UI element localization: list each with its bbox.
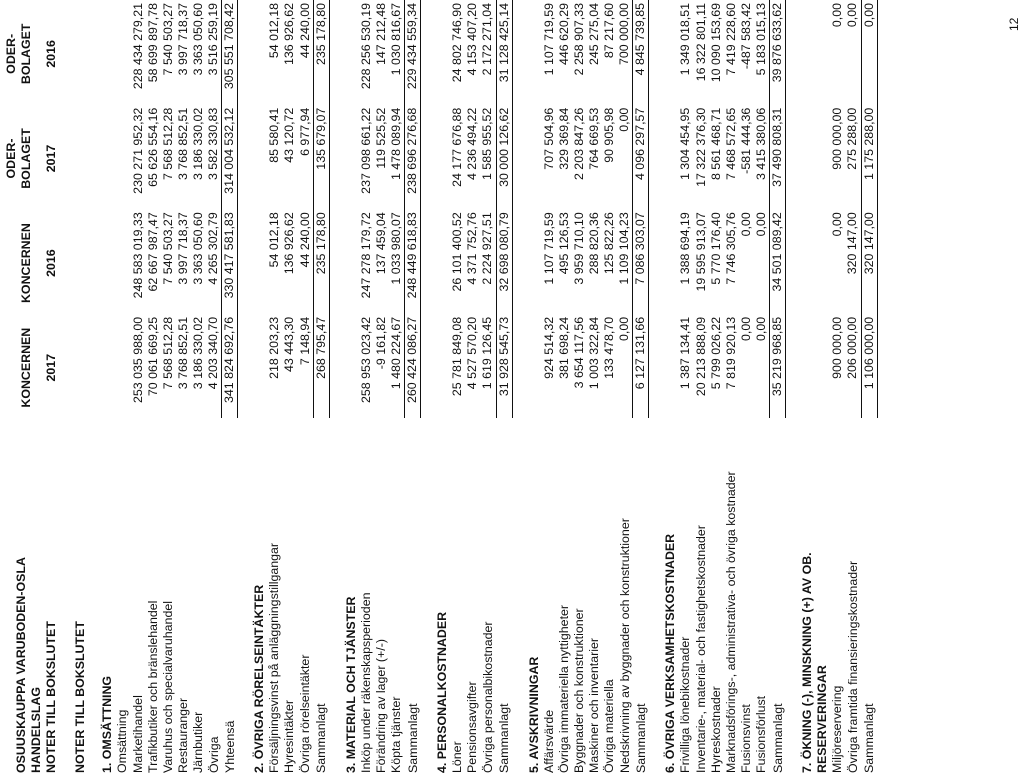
row-value: 0,00 xyxy=(830,3,845,28)
spacer xyxy=(512,0,527,773)
row-label: Fusionsvinst xyxy=(738,704,753,773)
spacer xyxy=(59,0,73,773)
row-value: 4 265 302,79 xyxy=(206,209,222,314)
row-value: 3 516 259,19 xyxy=(206,0,222,105)
row-value: 0,00 xyxy=(617,105,633,210)
row-value: 3 959 710,10 xyxy=(571,212,586,285)
row-label: Sammanlagt xyxy=(314,703,329,773)
row-value xyxy=(115,209,130,314)
row-value: 245 275,04 xyxy=(587,3,601,66)
row-value: 43 120,72 xyxy=(282,107,297,163)
row-value: 24 177 676,88 xyxy=(450,107,465,187)
row-value: 4 203 340,70 xyxy=(206,314,222,419)
row-value: 320 147,00 xyxy=(845,209,861,314)
row-value: 1 107 719,59 xyxy=(541,3,556,76)
note-title-row xyxy=(663,0,678,773)
row-value: 10 090 153,69 xyxy=(708,3,723,83)
row-value: 4 096 297,57 xyxy=(633,105,649,210)
spacer-row xyxy=(88,0,100,773)
row-value: 19 595 913,07 xyxy=(693,212,708,292)
row-value: 34 501 089,42 xyxy=(770,209,786,314)
table-row xyxy=(694,0,709,773)
row-value: 320 147,00 xyxy=(861,209,877,314)
row-value: 0,00 xyxy=(738,212,753,237)
table-row xyxy=(161,0,176,773)
table-row xyxy=(191,0,206,773)
table-row xyxy=(678,0,693,773)
row-value: 206 000,00 xyxy=(845,314,861,419)
table-row xyxy=(602,0,617,773)
table-row xyxy=(709,0,724,773)
row-value: -487 583,42 xyxy=(738,3,753,70)
row-value: 7 419 228,60 xyxy=(723,3,738,76)
row-value: 20 213 888,09 xyxy=(693,316,708,397)
row-value: 3 186 330,02 xyxy=(190,316,205,390)
row-label: Restauranger xyxy=(175,697,190,773)
row-value: 495 126,53 xyxy=(556,212,571,275)
row-value: 119 525,52 xyxy=(373,107,388,169)
table-row xyxy=(557,0,572,773)
spacer-row xyxy=(512,0,527,773)
spacer-row xyxy=(59,0,73,773)
note-title: 6. ÖVRIGA VERKSAMHETSKOSTNADER xyxy=(663,533,678,773)
column-year: 2017 xyxy=(44,353,59,382)
row-value: 7 086 303,07 xyxy=(633,209,649,314)
row-value: 31 928 545,73 xyxy=(496,314,512,419)
table-row xyxy=(146,0,161,773)
column-label: ODER- BOLAGET xyxy=(4,23,34,85)
table-row xyxy=(206,0,222,773)
row-value: 1 107 719,59 xyxy=(541,212,556,285)
column-label: KONCERNEN xyxy=(19,327,34,408)
row-value: 1 175 288,00 xyxy=(861,105,877,210)
row-value: 8 561 468,71 xyxy=(708,107,723,181)
table-row xyxy=(724,0,739,773)
row-value: 37 490 808,31 xyxy=(770,105,786,210)
row-value: -9 161,82 xyxy=(373,316,388,370)
row-value: 44 240,00 xyxy=(298,209,314,314)
row-value: 35 219 968,85 xyxy=(770,314,786,419)
note-title-row xyxy=(344,0,359,773)
row-value: 39 876 633,62 xyxy=(770,0,786,105)
table-row xyxy=(480,0,496,773)
row-value: 58 699 897,78 xyxy=(145,3,160,83)
column-header-1 xyxy=(4,314,59,419)
row-value: 87 217,60 xyxy=(602,3,617,59)
column-year: 2016 xyxy=(44,249,59,277)
row-value: 764 669,53 xyxy=(587,107,601,170)
row-label: Fusionsförlust xyxy=(754,695,769,773)
row-value: 3 997 718,37 xyxy=(175,3,190,76)
column-header-3 xyxy=(4,105,59,210)
row-value: 4 845 739,85 xyxy=(633,0,649,105)
column-label: KONCERNEN xyxy=(19,223,34,304)
table-row xyxy=(176,0,191,773)
row-value: 0,00 xyxy=(830,212,845,237)
column-label: ODER- BOLAGET xyxy=(4,128,34,189)
spacer xyxy=(649,0,664,773)
spacer-row xyxy=(329,0,344,773)
row-label: Affärsvärde xyxy=(541,709,556,773)
row-value: 3 363 050,60 xyxy=(190,212,205,285)
spacer-row xyxy=(786,0,801,773)
row-value xyxy=(115,0,130,105)
row-value: -581 444,36 xyxy=(738,107,753,174)
notes-table xyxy=(4,0,878,773)
spacer xyxy=(88,0,100,773)
row-label: Varuhus och specialvaruhandel xyxy=(160,601,175,773)
row-value: 0,00 xyxy=(861,0,877,105)
row-value: 7 746 305,76 xyxy=(723,212,738,285)
row-value: 248 583 019,33 xyxy=(130,212,145,299)
row-value: 275 288,00 xyxy=(845,105,861,210)
row-value: 2 224 927,51 xyxy=(480,209,496,314)
note-title: 7. ÖKNING (-), MINSKNING (+) AV OB. xyxy=(800,552,815,773)
row-value: 1 478 089,94 xyxy=(389,105,405,210)
row-value: 7 568 512,28 xyxy=(160,316,175,390)
row-value: 1 003 322,84 xyxy=(587,316,601,390)
row-label: Löner xyxy=(450,741,465,773)
row-value: 135 679,07 xyxy=(313,105,329,210)
row-value: 1 109 104,23 xyxy=(617,209,633,314)
table-row xyxy=(496,0,512,773)
table-row xyxy=(389,0,405,773)
row-value: 7 468 572,65 xyxy=(723,107,738,181)
row-value: 31 128 425,14 xyxy=(496,0,512,105)
row-value: 1 387 134,41 xyxy=(678,316,693,390)
row-value: 7 819 920,13 xyxy=(723,316,738,390)
row-value: 7 540 503,27 xyxy=(160,3,175,76)
note-title-row xyxy=(435,0,450,773)
row-label: Marketihandel xyxy=(130,695,145,773)
row-value: 17 322 376,30 xyxy=(693,107,708,187)
row-value: 260 424 086,27 xyxy=(405,314,421,419)
row-value: 4 527 570,20 xyxy=(465,316,480,390)
row-value: 707 504,96 xyxy=(541,107,556,170)
row-value: 248 449 618,83 xyxy=(405,209,421,314)
spacer xyxy=(329,0,344,773)
row-value: 381 698,24 xyxy=(556,316,571,379)
row-value xyxy=(115,105,130,210)
row-value: 3 768 852,51 xyxy=(175,107,190,181)
row-value: 238 696 276,68 xyxy=(405,105,421,210)
table-row xyxy=(222,0,238,773)
row-value: 341 824 692,76 xyxy=(222,314,238,419)
note-title: 2. ÖVRIGA RÖRELSEINTÄKTER xyxy=(252,584,267,773)
column-header-4 xyxy=(4,0,59,105)
row-value: 924 514,32 xyxy=(541,316,556,379)
row-value: 25 781 849,08 xyxy=(450,316,465,397)
row-value: 7 540 503,27 xyxy=(160,212,175,285)
table-row xyxy=(633,0,649,773)
row-value: 32 698 080,79 xyxy=(496,209,512,314)
row-value: 7 568 512,28 xyxy=(160,107,175,181)
row-label: Frivilliga lönebikostnader xyxy=(678,636,693,773)
row-value: 3 415 380,06 xyxy=(754,105,770,210)
row-value: 314 004 532,12 xyxy=(222,105,238,210)
table-row xyxy=(359,0,374,773)
page-number: 12 xyxy=(1007,17,1021,31)
company-name-line2: HANDELSLAG xyxy=(29,686,44,773)
row-value: 4 371 752,76 xyxy=(465,212,480,285)
row-value: 3 363 050,60 xyxy=(190,3,205,76)
row-label: Köpta tjänster xyxy=(389,696,404,773)
table-row xyxy=(845,0,861,773)
row-value: 900 000,00 xyxy=(830,107,845,170)
row-value: 4 153 407,20 xyxy=(465,3,480,76)
row-value: 30 000 126,62 xyxy=(496,105,512,210)
row-value: 235 178,80 xyxy=(313,209,329,314)
row-value: 237 098 661,22 xyxy=(358,107,373,194)
header-row xyxy=(4,0,59,773)
row-label: Nedskrivning av byggnader och konstruktioner xyxy=(617,518,632,773)
row-value: 7 148,94 xyxy=(298,314,314,419)
table-row xyxy=(267,0,282,773)
row-value: 133 478,70 xyxy=(602,316,617,379)
row-value: 900 000,00 xyxy=(830,316,845,379)
table-row xyxy=(282,0,297,773)
row-value: 4 236 494,22 xyxy=(465,107,480,181)
section-title: NOTER TILL BOKSLUTET xyxy=(73,621,88,773)
spacer xyxy=(421,0,436,773)
row-label: Järnbutiker xyxy=(190,711,205,773)
row-value: 253 035 988,00 xyxy=(130,316,145,404)
header-title xyxy=(4,419,59,773)
row-value: 85 580,41 xyxy=(267,107,282,163)
row-label: Övriga xyxy=(206,736,221,773)
row-value: 43 443,30 xyxy=(282,316,297,373)
row-value: 136 926,62 xyxy=(282,3,297,66)
row-value: 6 127 131,66 xyxy=(633,314,649,419)
row-value: 1 033 980,07 xyxy=(389,209,405,314)
column-year: 2016 xyxy=(44,40,59,68)
note-title: RESERVERINGAR xyxy=(815,665,830,773)
row-value: 137 459,04 xyxy=(373,212,388,275)
note-title: 3. MATERIAL OCH TJÄNSTER xyxy=(343,596,358,773)
row-label: Omsättning xyxy=(115,709,130,773)
row-value: 3 186 330,02 xyxy=(190,107,205,181)
table-row xyxy=(754,0,770,773)
spacer-row xyxy=(421,0,436,773)
table-row xyxy=(617,0,633,773)
row-value: 2 203 847,26 xyxy=(571,107,586,181)
row-value: 305 551 708,42 xyxy=(222,0,238,105)
row-value: 62 667 987,47 xyxy=(145,212,160,292)
table-row xyxy=(861,0,877,773)
note-title-row xyxy=(100,0,115,773)
row-value: 70 061 669,25 xyxy=(145,316,160,397)
table-row xyxy=(587,0,602,773)
row-value: 329 369,84 xyxy=(556,107,571,170)
row-label: Försäljningsvinst på anläggningstillgangar xyxy=(267,542,282,773)
table-row xyxy=(465,0,480,773)
row-label: Miljöreservering xyxy=(830,685,845,773)
table-row xyxy=(542,0,557,773)
row-value: 268 795,47 xyxy=(313,314,329,419)
row-value: 228 256 530,19 xyxy=(358,3,373,90)
row-label: Byggnader och konstruktioner xyxy=(571,608,586,773)
note-title-row xyxy=(815,0,830,773)
row-label: Hyreskostnader xyxy=(708,686,723,773)
table-row xyxy=(313,0,329,773)
row-value: 1 585 955,52 xyxy=(480,105,496,210)
spacer xyxy=(786,0,801,773)
row-label: Hyresintäkter xyxy=(282,700,297,773)
row-value: 2 258 907,33 xyxy=(571,3,586,76)
row-value: 1 106 000,00 xyxy=(861,314,877,419)
row-label: Övriga immateriella nyttigheter xyxy=(556,604,571,773)
row-value: 700 000,00 xyxy=(617,0,633,105)
row-value: 2 172 271,04 xyxy=(480,0,496,105)
table-row xyxy=(131,0,146,773)
row-value: 147 212,48 xyxy=(373,3,388,66)
spacer-row xyxy=(649,0,664,773)
note-title-row xyxy=(800,0,815,773)
row-value: 125 822,26 xyxy=(602,212,617,275)
document-title: NOTER TILL BOKSLUTET xyxy=(44,621,59,773)
row-value: 0,00 xyxy=(845,0,861,105)
row-value: 235 178,80 xyxy=(313,0,329,105)
row-label: Sammanlagt xyxy=(862,703,876,773)
row-value: 330 417 581,83 xyxy=(222,209,238,314)
table-row xyxy=(405,0,421,773)
row-value: 288 820,36 xyxy=(587,212,601,275)
row-value: 24 802 746,90 xyxy=(450,3,465,83)
row-value: 258 953 023,42 xyxy=(358,316,373,404)
row-value: 247 278 179,72 xyxy=(358,212,373,299)
table-row xyxy=(770,0,786,773)
row-value: 5 770 176,40 xyxy=(708,212,723,285)
row-value: 3 768 852,51 xyxy=(175,316,190,390)
spacer xyxy=(238,0,253,773)
row-value: 446 620,29 xyxy=(556,3,571,66)
row-value: 65 626 554,16 xyxy=(145,107,160,187)
row-value: 6 977,94 xyxy=(298,105,314,210)
row-value: 1 480 224,67 xyxy=(389,314,405,419)
row-label: Övriga rörelseintäkter xyxy=(298,654,312,773)
row-value: 136 926,62 xyxy=(282,212,297,275)
row-value: 218 203,23 xyxy=(267,316,282,379)
table-row xyxy=(739,0,754,773)
column-header-2 xyxy=(4,209,59,314)
row-value: 0,00 xyxy=(754,314,770,419)
row-label: Övriga framtida finansieringskostnader xyxy=(845,560,860,773)
row-value: 228 434 279,21 xyxy=(130,3,145,90)
row-label: Trafikbutiker och bränslehandel xyxy=(145,600,160,773)
row-value: 1 030 816,67 xyxy=(389,0,405,105)
row-value xyxy=(115,314,130,419)
row-label: Maskiner och inventarier xyxy=(587,638,601,773)
table-row xyxy=(830,0,845,773)
row-value: 5 183 015,13 xyxy=(754,0,770,105)
row-value: 1 304 454,95 xyxy=(678,107,693,181)
spacer-row xyxy=(238,0,253,773)
row-label: Inventarie-, material- och fastighetskostnader xyxy=(693,525,708,773)
row-label: Pensionsavgifter xyxy=(465,681,480,773)
row-label: Inköp under räkenskapsperioden xyxy=(358,592,373,773)
row-value: 1 619 126,45 xyxy=(480,314,496,419)
note-title-row xyxy=(527,0,542,773)
note-title-row xyxy=(252,0,267,773)
section-title-row xyxy=(73,0,88,773)
company-name-line1: OSUUSKAUPPA VARUBODEN-OSLA xyxy=(14,557,28,773)
row-label: Sammanlagt xyxy=(405,703,420,773)
row-value: 1 349 018,51 xyxy=(678,3,693,76)
note-title: 5. AVSKRIVNINGAR xyxy=(526,656,541,773)
row-label: Sammanlagt xyxy=(633,703,648,773)
note-title: 1. OMSÄTTNING xyxy=(100,675,115,773)
row-label: Sammanlagt xyxy=(497,703,512,773)
note-title: 4. PERSONALKOSTNADER xyxy=(435,611,450,773)
row-label: Övriga materiella xyxy=(602,679,617,773)
row-value: 16 322 801,11 xyxy=(693,3,708,82)
table-row xyxy=(374,0,389,773)
row-label: Yhteensä xyxy=(222,720,237,773)
table-row xyxy=(298,0,314,773)
row-label: Övriga personalbikostnader xyxy=(480,621,495,773)
row-value: 54 012,18 xyxy=(267,212,282,268)
row-value: 90 905,98 xyxy=(602,107,617,163)
table-row xyxy=(572,0,587,773)
row-value: 229 434 559,34 xyxy=(405,0,421,105)
row-value: 0,00 xyxy=(754,209,770,314)
row-value: 0,00 xyxy=(738,316,753,342)
row-value: 3 997 718,37 xyxy=(175,212,190,285)
row-value: 1 388 694,19 xyxy=(678,212,693,285)
table-row xyxy=(115,0,130,773)
row-value: 5 799 026,22 xyxy=(708,316,723,390)
row-label: Sammanlagt xyxy=(770,703,785,773)
table-row xyxy=(450,0,465,773)
row-value: 0,00 xyxy=(617,314,633,419)
row-label: Förändring av lager (+/-) xyxy=(373,639,388,773)
column-year: 2017 xyxy=(44,144,59,173)
row-value: 230 271 952,32 xyxy=(130,107,145,194)
row-value: 26 101 400,52 xyxy=(450,212,465,292)
row-value: 3 654 117,56 xyxy=(571,316,586,389)
row-value: 54 012,18 xyxy=(267,3,282,59)
row-value: 44 240,00 xyxy=(298,0,314,105)
row-label: Marknadsförings-, administrativa- och övriga kostnader xyxy=(723,471,738,773)
row-value: 3 582 330,83 xyxy=(206,105,222,210)
